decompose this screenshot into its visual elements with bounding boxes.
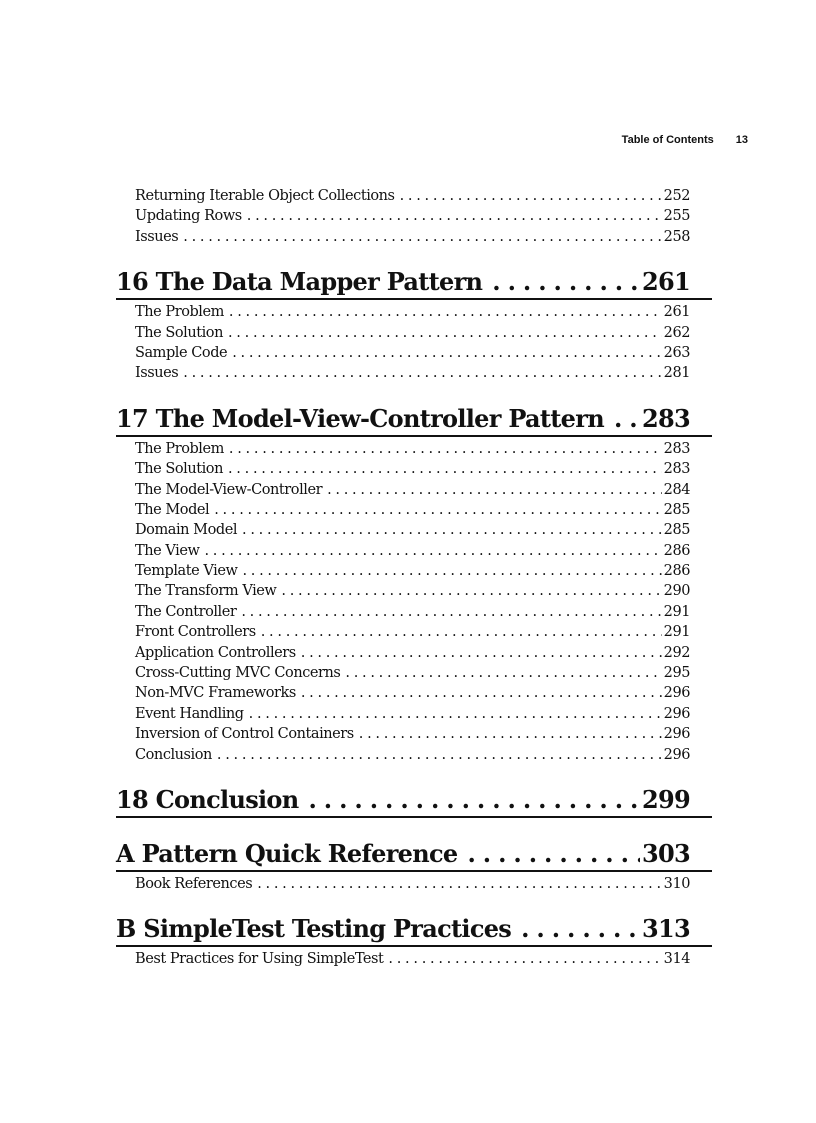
toc-entry[interactable] xyxy=(116,745,712,765)
toc-entry-page: 286 xyxy=(663,563,690,580)
toc-entry-title: Issues xyxy=(135,228,179,245)
toc-entry-title: The Model xyxy=(135,501,210,518)
dot-leader xyxy=(281,581,661,601)
toc-entry[interactable] xyxy=(116,581,712,601)
toc-entry[interactable] xyxy=(116,602,712,622)
toc-entry[interactable] xyxy=(116,439,712,459)
toc-entry-page: 290 xyxy=(663,583,690,600)
toc-entry-title: Returning Iterable Object Collections xyxy=(135,188,395,204)
toc-entry-title: Application Controllers xyxy=(135,644,296,661)
toc-entry[interactable] xyxy=(116,520,712,540)
dot-leader xyxy=(247,206,662,226)
toc-entry-page: 281 xyxy=(663,365,690,382)
toc-entry[interactable] xyxy=(116,724,712,744)
toc-entry-page: 286 xyxy=(663,542,690,559)
dot-leader xyxy=(241,602,661,622)
toc-entry-page: 283 xyxy=(663,440,690,457)
chapter-title: B SimpleTest Testing Practices xyxy=(116,914,512,944)
dot-leader xyxy=(228,323,662,343)
toc-entry-title: The Problem xyxy=(135,304,224,321)
toc-entry-page: 292 xyxy=(663,644,690,661)
toc-entry[interactable] xyxy=(116,541,712,561)
dot-leader xyxy=(521,913,640,945)
toc-entry-page: 291 xyxy=(663,624,690,641)
toc-entry-title: Book References xyxy=(135,875,253,892)
chapter-title: 17 The Model-View-Controller Pattern xyxy=(116,403,604,433)
chapter-heading[interactable] xyxy=(116,838,712,872)
chapter-title: A Pattern Quick Reference xyxy=(116,838,458,868)
toc-entry[interactable] xyxy=(116,227,712,247)
toc-entry-title: The Solution xyxy=(135,324,223,341)
toc-entry-page: 283 xyxy=(663,461,690,478)
table-of-contents xyxy=(116,186,712,970)
toc-entry-page: 295 xyxy=(663,665,690,682)
dot-leader xyxy=(467,838,640,870)
dot-leader xyxy=(217,745,662,765)
dot-leader xyxy=(249,704,662,724)
chapter-heading[interactable] xyxy=(116,913,712,947)
toc-entry-page: 296 xyxy=(663,726,690,743)
dot-leader xyxy=(229,439,662,459)
toc-entry-page: 314 xyxy=(663,951,690,968)
dot-leader xyxy=(400,186,662,206)
toc-entry[interactable] xyxy=(116,206,712,226)
toc-entry[interactable] xyxy=(116,343,712,363)
dot-leader xyxy=(614,403,640,435)
toc-entry-title: The Model-View-Controller xyxy=(135,481,323,498)
chapter-heading[interactable] xyxy=(116,784,712,818)
dot-leader xyxy=(301,643,662,663)
toc-entry[interactable] xyxy=(116,302,712,322)
toc-entry-title: Event Handling xyxy=(135,705,244,722)
toc-entry[interactable] xyxy=(116,643,712,663)
running-head xyxy=(622,134,748,146)
toc-entry-page: 252 xyxy=(663,188,690,204)
dot-leader xyxy=(183,363,661,383)
toc-entry-page: 255 xyxy=(663,208,690,225)
chapter-page: 283 xyxy=(642,403,690,433)
dot-leader xyxy=(308,784,640,816)
toc-entry-page: 262 xyxy=(663,324,690,341)
dot-leader xyxy=(492,266,640,298)
toc-entry-page: 296 xyxy=(663,746,690,763)
toc-entry[interactable] xyxy=(116,186,712,206)
toc-entry-title: Template View xyxy=(135,563,238,580)
dot-leader xyxy=(327,480,662,500)
toc-entry-title: Conclusion xyxy=(135,746,212,763)
toc-entry-title: Issues xyxy=(135,365,179,382)
toc-entry-title: Cross-Cutting MVC Concerns xyxy=(135,665,341,682)
chapter-page: 299 xyxy=(642,784,690,814)
chapter-title: 16 The Data Mapper Pattern xyxy=(116,267,483,297)
chapter-title: 18 Conclusion xyxy=(116,784,299,814)
chapter-heading[interactable] xyxy=(116,266,712,300)
toc-entry-page: 258 xyxy=(663,228,690,245)
dot-leader xyxy=(242,561,661,581)
toc-entry[interactable] xyxy=(116,500,712,520)
toc-entry[interactable] xyxy=(116,704,712,724)
dot-leader xyxy=(388,949,661,969)
toc-entry[interactable] xyxy=(116,874,712,894)
toc-entry-page: 285 xyxy=(663,501,690,518)
toc-entry-title: The Solution xyxy=(135,461,223,478)
toc-entry-title: The View xyxy=(135,542,200,559)
toc-entry[interactable] xyxy=(116,622,712,642)
toc-entry-title: Non-MVC Frameworks xyxy=(135,685,296,702)
toc-entry-title: Updating Rows xyxy=(135,208,242,225)
toc-entry-title: The Transform View xyxy=(135,583,277,600)
toc-entry-title: Sample Code xyxy=(135,344,228,361)
dot-leader xyxy=(228,459,662,479)
dot-leader xyxy=(229,302,662,322)
toc-entry[interactable] xyxy=(116,683,712,703)
toc-entry-title: The Problem xyxy=(135,440,224,457)
toc-entry-page: 296 xyxy=(663,685,690,702)
dot-leader xyxy=(214,500,661,520)
toc-entry-page: 310 xyxy=(663,875,690,892)
dot-leader xyxy=(261,622,662,642)
toc-entry-page: 261 xyxy=(663,304,690,321)
dot-leader xyxy=(204,541,661,561)
toc-entry-title: Inversion of Control Containers xyxy=(135,726,354,743)
chapter-page: 303 xyxy=(642,838,690,868)
toc-entry[interactable] xyxy=(116,949,712,969)
toc-entry-page: 291 xyxy=(663,603,690,620)
toc-entry-page: 296 xyxy=(663,705,690,722)
chapter-heading[interactable] xyxy=(116,403,712,437)
toc-entry-page: 284 xyxy=(663,481,690,498)
toc-entry[interactable] xyxy=(116,323,712,343)
toc-entry[interactable] xyxy=(116,561,712,581)
toc-entry-title: Best Practices for Using SimpleTest xyxy=(135,951,384,968)
toc-entry[interactable] xyxy=(116,363,712,383)
dot-leader xyxy=(301,683,662,703)
toc-entry-page: 263 xyxy=(663,344,690,361)
toc-entry-page: 285 xyxy=(663,522,690,539)
dot-leader xyxy=(257,874,661,894)
chapter-page: 261 xyxy=(642,267,690,297)
toc-entry[interactable] xyxy=(116,480,712,500)
dot-leader xyxy=(242,520,662,540)
toc-entry[interactable] xyxy=(116,459,712,479)
dot-leader xyxy=(232,343,661,363)
toc-entry-title: Front Controllers xyxy=(135,624,256,641)
dot-leader xyxy=(345,663,661,683)
running-head-label: Table of Contents xyxy=(621,134,714,146)
toc-entry[interactable] xyxy=(116,663,712,683)
dot-leader xyxy=(359,724,662,744)
toc-entry-title: Domain Model xyxy=(135,522,238,539)
chapter-page: 313 xyxy=(642,914,690,944)
page-number: 13 xyxy=(735,134,748,146)
toc-entry-title: The Controller xyxy=(135,603,237,620)
dot-leader xyxy=(183,227,661,247)
